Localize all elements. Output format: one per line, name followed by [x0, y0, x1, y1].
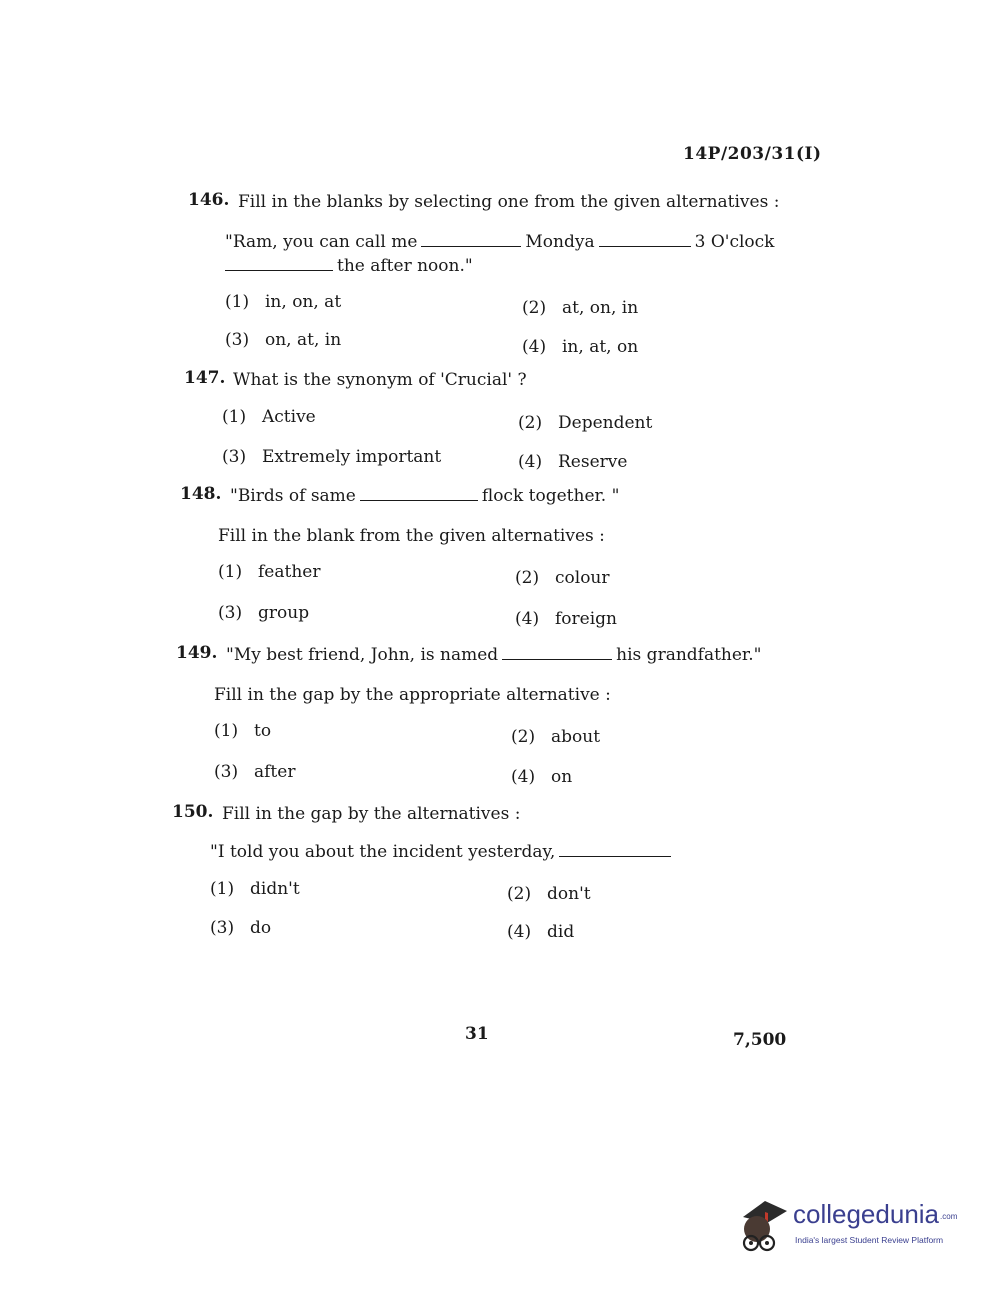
question-text: Fill in the gap by the alternatives :: [222, 804, 521, 824]
option-number: (3): [218, 603, 243, 623]
option-1[interactable]: [222, 407, 316, 427]
option-2[interactable]: [518, 413, 652, 433]
option-number: (3): [225, 330, 250, 350]
option-text: to: [254, 721, 272, 741]
sentence-part: his grandfather.": [616, 645, 762, 665]
option-number: (3): [222, 447, 247, 467]
option-text: in, on, at: [265, 292, 342, 312]
brand-tagline: India's largest Student Review Platform: [795, 1235, 944, 1245]
option-number: (1): [210, 879, 235, 899]
option-text: Active: [262, 407, 316, 427]
question-sentence: [226, 645, 761, 665]
option-3[interactable]: [222, 447, 441, 467]
option-4[interactable]: [518, 452, 627, 472]
option-number: (4): [511, 767, 536, 787]
question-text: Fill in the blanks by selecting one from the given alternatives :: [238, 192, 780, 212]
question-text: What is the synonym of 'Crucial' ?: [233, 370, 527, 390]
option-1[interactable]: [210, 879, 300, 899]
option-text: in, at, on: [562, 337, 639, 357]
option-text: after: [254, 762, 296, 782]
blank-line: [502, 645, 612, 660]
sentence-part: 3 O'clock: [694, 232, 775, 252]
option-number: (2): [518, 413, 543, 433]
option-number: (2): [515, 568, 540, 588]
option-4[interactable]: [507, 922, 574, 942]
option-text: don't: [547, 884, 591, 904]
option-1[interactable]: [214, 721, 271, 741]
option-4[interactable]: [511, 767, 572, 787]
mascot-icon: [735, 1195, 791, 1255]
sentence-part: "Birds of same: [230, 486, 356, 506]
option-text: feather: [258, 562, 321, 582]
question-sentence-line1: [225, 232, 774, 252]
option-4[interactable]: [522, 337, 638, 357]
question-sentence: [230, 486, 619, 506]
question-sentence-line2: [225, 256, 473, 276]
blank-line: [421, 232, 521, 247]
option-3[interactable]: [225, 330, 341, 350]
print-count: 7,500: [733, 1030, 787, 1050]
option-2[interactable]: [515, 568, 610, 588]
option-text: colour: [555, 568, 610, 588]
option-number: (4): [507, 922, 532, 942]
option-1[interactable]: [225, 292, 341, 312]
option-text: group: [258, 603, 310, 623]
option-text: Dependent: [558, 413, 653, 433]
question-number: 148.: [180, 484, 222, 504]
paper-code: 14P/203/31(I): [683, 144, 822, 164]
option-number: (1): [222, 407, 247, 427]
option-4[interactable]: [515, 609, 617, 629]
option-number: (4): [522, 337, 547, 357]
option-number: (3): [214, 762, 239, 782]
option-1[interactable]: [218, 562, 320, 582]
blank-line: [599, 232, 691, 247]
sentence-part: "My best friend, John, is named: [226, 645, 499, 665]
option-number: (1): [218, 562, 243, 582]
collegedunia-watermark: [735, 1195, 965, 1255]
question-instruction: Fill in the gap by the appropriate alternative :: [214, 685, 611, 705]
option-text: on: [551, 767, 573, 787]
brand-name: collegedunia.com: [793, 1199, 958, 1229]
question-number: 146.: [188, 190, 230, 210]
option-number: (2): [522, 298, 547, 318]
option-text: on, at, in: [265, 330, 342, 350]
question-number: 150.: [172, 802, 214, 822]
question-number: 147.: [184, 368, 226, 388]
question-sentence: [210, 842, 675, 862]
blank-line: [360, 486, 478, 501]
question-instruction: Fill in the blank from the given alternatives :: [218, 526, 605, 546]
blank-line: [559, 842, 671, 857]
question-number: 149.: [176, 643, 218, 663]
option-number: (1): [214, 721, 239, 741]
option-text: Extremely important: [262, 447, 442, 467]
blank-line: [225, 256, 333, 271]
option-text: foreign: [555, 609, 617, 629]
option-text: about: [551, 727, 601, 747]
option-number: (2): [507, 884, 532, 904]
sentence-part: "I told you about the incident yesterday,: [210, 842, 556, 862]
sentence-part: "Ram, you can call me: [225, 232, 418, 252]
option-text: Reserve: [558, 452, 628, 472]
sentence-part: Mondya: [525, 232, 595, 252]
option-text: at, on, in: [562, 298, 639, 318]
option-text: didn't: [250, 879, 300, 899]
option-2[interactable]: [507, 884, 591, 904]
option-text: did: [547, 922, 575, 942]
sentence-part: the after noon.": [337, 256, 473, 276]
option-2[interactable]: [511, 727, 600, 747]
option-number: (4): [518, 452, 543, 472]
option-3[interactable]: [214, 762, 295, 782]
option-number: (4): [515, 609, 540, 629]
option-text: do: [250, 918, 272, 938]
option-number: (3): [210, 918, 235, 938]
sentence-part: flock together. ": [481, 486, 620, 506]
option-number: (1): [225, 292, 250, 312]
page-number: 31: [465, 1024, 489, 1044]
option-3[interactable]: [218, 603, 309, 623]
option-number: (2): [511, 727, 536, 747]
option-2[interactable]: [522, 298, 638, 318]
option-3[interactable]: [210, 918, 271, 938]
